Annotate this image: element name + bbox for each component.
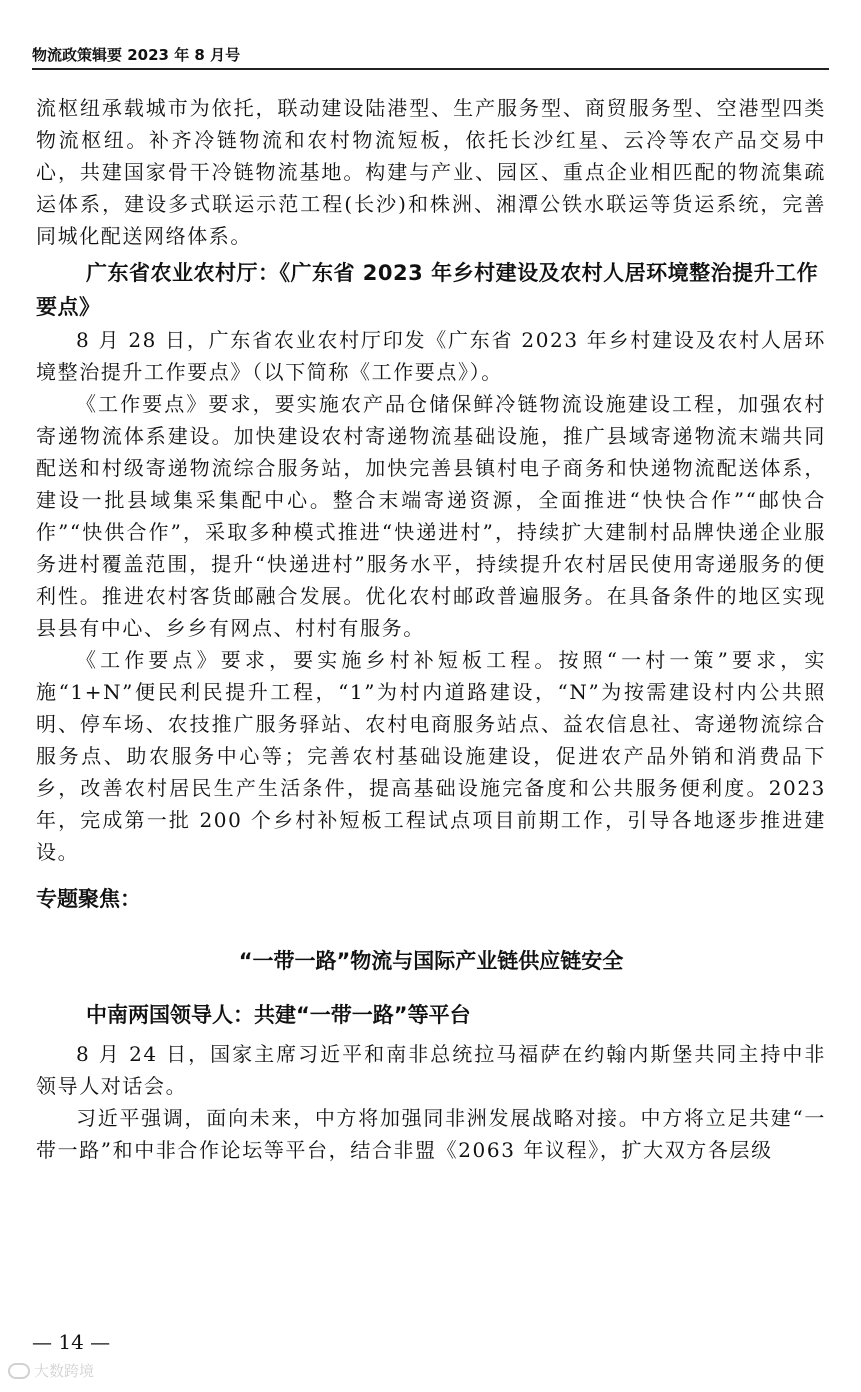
- paragraph-guangdong-shortboard: 《工作要点》要求，要实施乡村补短板工程。按照“一村一策”要求，实施“1+N”便民利民提升工程，“1”为村内道路建设，“N”为按需建设村内公共照明、停车场、农技推广服务驿站、农村电商服务站点、益农信息社、寄递物流综合服务点、助农服务中心等；完善农村基础设施建设，促进农产品外销和消费品下乡，改善农村居民生产生活条件，提高基础设施完备度和公共服务便利度。2023年，完成第一批 200 个乡村补短板工程试点项目前期工作，引导各地逐步推进建设。: [36, 648, 826, 864]
- paragraph-guangdong-intro: 8 月 28 日，广东省农业农村厅印发《广东省 2023 年乡村建设及农村人居环境整治提升工作要点》（以下简称《工作要点》）。: [36, 328, 826, 384]
- running-header: 物流政策辑要 2023 年 8 月号: [32, 46, 241, 64]
- paragraph-xi-remarks: 习近平强调，面向未来，中方将加强同非洲发展战略对接。中方将立足共建“一带一路”和中非合作论坛等平台，结合非盟《2063 年议程》，扩大双方各层级: [36, 1106, 826, 1162]
- paragraph-hunan-hubs: 流枢纽承载城市为依托，联动建设陆港型、生产服务型、商贸服务型、空港型四类物流枢纽。补齐冷链物流和农村物流短板，依托长沙红星、云冷等农产品交易中心，共建国家骨干冷链物流基地。构建与产业、园区、重点企业相匹配的物流集疏运体系，建设多式联运示范工程(长沙)和株洲、湘潭公铁水联运等货运系统，完善同城化配送网络体系。: [36, 96, 826, 248]
- paragraph-guangdong-logistics: 《工作要点》要求，要实施农产品仓储保鲜冷链物流设施建设工程，加强农村寄递物流体系建设。加快建设农村寄递物流基础设施，推广县域寄递物流末端共同配送和村级寄递物流综合服务站，加快完善县镇村电子商务和快递物流配送体系，建设一批县域集采集配中心。整合末端寄递资源，全面推进“快快合作”“邮快合作”“快供合作”，采取多种模式推进“快递进村”，持续扩大建制村品牌快递企业服务进村覆盖范围，提升“快递进村”服务水平，持续提升农村居民使用寄递服务的便利性。推进农村客货邮融合发展。优化农村邮政普遍服务。在具备条件的地区实现县县有中心、乡乡有网点、村村有服务。: [36, 392, 826, 640]
- paragraph-dialogue-meeting: 8 月 24 日，国家主席习近平和南非总统拉马福萨在约翰内斯堡共同主持中非领导人对话会。: [36, 1042, 826, 1098]
- document-body: [36, 92, 826, 1166]
- heading-guangdong-rural: 广东省农业农村厅：《广东省 2023 年乡村建设及农村人居环境整治提升工作要点》: [36, 261, 819, 319]
- page-number: — 14 —: [32, 1330, 111, 1354]
- topic-title-belt-road: “一带一路”物流与国际产业链供应链安全: [238, 949, 624, 973]
- watermark: [8, 1360, 94, 1381]
- section-title-focus: 专题聚焦：: [36, 887, 141, 911]
- heading-china-south-africa: 中南两国领导人：共建“一带一路”等平台: [86, 1003, 471, 1027]
- watermark-logo-icon: [8, 1363, 30, 1379]
- header-divider: [32, 68, 829, 70]
- watermark-text: 大数跨境: [34, 1362, 95, 1380]
